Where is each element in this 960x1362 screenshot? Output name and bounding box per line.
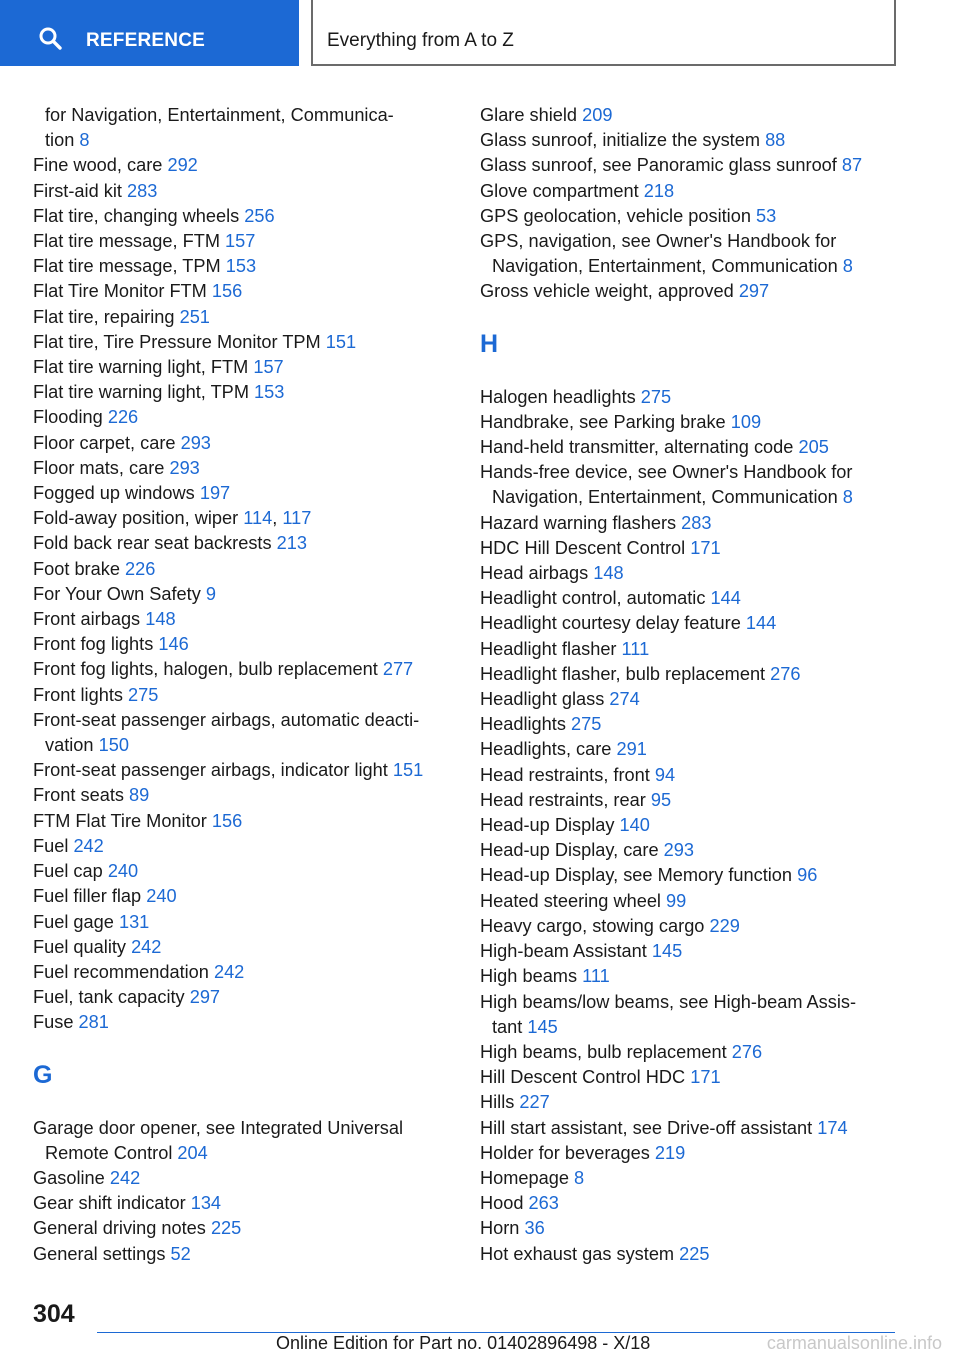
page-link[interactable]: 131	[118, 911, 150, 932]
index-entry-text: Front airbags	[33, 609, 146, 630]
index-entry-text: Halogen headlights	[480, 386, 641, 407]
page-link[interactable]: 240	[107, 861, 139, 882]
page-link[interactable]: 242	[213, 961, 245, 982]
index-entry	[480, 435, 900, 460]
index-entry-text: Fuel gage	[33, 911, 119, 932]
index-entry	[480, 637, 900, 662]
index-entry-text: tant	[492, 1016, 528, 1037]
index-entry-text: Head-up Display, see Memory function	[480, 865, 798, 886]
page-link[interactable]: 8	[842, 256, 853, 277]
index-entry-text: Headlights	[480, 714, 571, 735]
index-entry	[33, 910, 453, 935]
index-entry	[33, 1116, 453, 1141]
page-link[interactable]: 226	[107, 407, 139, 428]
index-entry	[33, 355, 453, 380]
index-entry-text: Hand-held transmitter, alternating code	[480, 437, 799, 458]
index-entry	[33, 279, 453, 304]
index-entry-text: First-aid kit	[33, 180, 127, 201]
index-entry	[480, 385, 900, 410]
index-entry	[33, 859, 453, 884]
index-entry	[33, 607, 453, 632]
index-entry-text: Fuel recommendation	[33, 961, 214, 982]
index-entry	[33, 179, 453, 204]
watermark: carmanualsonline.info	[766, 1333, 942, 1353]
index-entry	[480, 964, 900, 989]
index-entry	[33, 254, 453, 279]
index-entry-text: Hill start assistant, see Drive-off assistant	[480, 1117, 818, 1138]
page-link[interactable]: 146	[158, 634, 189, 655]
page-link[interactable]: 242	[109, 1167, 141, 1188]
index-entry-text: Flat tire, changing wheels	[33, 205, 245, 226]
page-link[interactable]: 156	[211, 281, 243, 302]
chapter-title: Everything from A to Z	[327, 30, 514, 51]
index-entry	[33, 431, 453, 456]
index-entry-text: vation	[45, 735, 99, 756]
index-entry	[480, 1040, 900, 1065]
index-entry	[33, 103, 453, 128]
edition-text: Online Edition for Part no. 01402896498 - X/18	[276, 1333, 651, 1353]
index-entry-text: Flat tire, Tire Pressure Monitor TPM	[33, 331, 326, 352]
page-link[interactable]: 251	[179, 306, 210, 327]
index-letter-heading: G	[33, 1060, 53, 1089]
index-entry	[480, 1242, 900, 1267]
index-entry	[480, 763, 900, 788]
index-entry-text: Fuel quality	[33, 936, 132, 957]
index-entry-text: Garage door opener, see Integrated Universal	[33, 1117, 404, 1138]
index-entry	[480, 460, 900, 485]
index-entry-text: High beams	[480, 966, 583, 987]
index-entry	[33, 229, 453, 254]
page-link[interactable]: 151	[392, 760, 424, 781]
page-link[interactable]: 275	[128, 684, 159, 705]
index-entry-text: Fuel	[33, 835, 74, 856]
index-entry	[480, 1166, 900, 1191]
page-link[interactable]: 293	[180, 432, 211, 453]
index-entry	[480, 485, 900, 510]
index-entry	[480, 1090, 900, 1115]
page-link[interactable]: 227	[519, 1092, 550, 1113]
index-column-left	[33, 103, 453, 1267]
page-link[interactable]: 148	[593, 563, 624, 584]
index-entry-text: Gasoline	[33, 1167, 110, 1188]
index-entry	[480, 279, 900, 304]
index-entry	[33, 657, 453, 682]
index-entry	[33, 153, 453, 178]
index-entry	[33, 1141, 453, 1166]
page-link[interactable]: 99	[666, 890, 687, 911]
index-entry-text: Gear shift indicator	[33, 1193, 191, 1214]
index-entry-text: Front fog lights, halogen, bulb replacement	[33, 659, 383, 680]
page-link[interactable]: 225	[210, 1218, 242, 1239]
index-entry-text: Head-up Display	[480, 815, 620, 836]
index-entry-text: FTM Flat Tire Monitor	[33, 810, 212, 831]
index-entry-text: Headlight courtesy delay feature	[480, 613, 746, 634]
index-entry-text: Flat tire message, TPM	[33, 256, 226, 277]
page-link[interactable]: 274	[609, 689, 640, 710]
page-link[interactable]: 256	[244, 205, 275, 226]
page-header	[0, 0, 960, 66]
page-link[interactable]: 144	[745, 613, 777, 634]
index-entry	[480, 863, 900, 888]
index-entry	[33, 985, 453, 1010]
index-entry-text: Heated steering wheel	[480, 890, 667, 911]
index-entry-text: Foot brake	[33, 558, 125, 579]
index-entry	[33, 481, 453, 506]
index-entry	[480, 788, 900, 813]
index-entry	[480, 838, 900, 863]
page-link[interactable]: 276	[770, 663, 801, 684]
page-link[interactable]: 283	[126, 180, 158, 201]
index-entry	[33, 557, 453, 582]
index-entry	[480, 687, 900, 712]
index-entry-text: Handbrake, see Parking brake	[480, 411, 731, 432]
index-entry-text: Flat tire warning light, TPM	[33, 382, 255, 403]
index-entry-text: Glass sunroof, initialize the system	[480, 130, 766, 151]
index-entry	[480, 229, 900, 254]
search-icon	[38, 26, 62, 50]
index-entry-text: Glove compartment	[480, 180, 644, 201]
index-entry-text: for Navigation, Entertainment, Communica-	[45, 105, 394, 125]
index-entry-text: Glare shield	[480, 105, 583, 125]
page-link[interactable]: 95	[650, 789, 672, 810]
index-entry	[480, 204, 900, 229]
page-link[interactable]: 226	[125, 558, 156, 579]
page-link[interactable]: 145	[651, 941, 683, 962]
page-link[interactable]: 205	[798, 437, 829, 458]
index-entry	[33, 809, 453, 834]
index-entry	[480, 712, 900, 737]
index-letter-heading: H	[480, 329, 499, 358]
index-entry-text: Floor carpet, care	[33, 432, 181, 453]
page-link[interactable]: 225	[679, 1243, 710, 1264]
page-link[interactable]: 219	[654, 1142, 686, 1163]
page-link[interactable]: 8	[79, 130, 90, 151]
index-entry-text: Flat tire warning light, FTM	[33, 357, 254, 378]
index-entry	[480, 889, 900, 914]
index-entry-text: High beams, bulb replacement	[480, 1041, 732, 1062]
index-entry	[33, 128, 453, 153]
index-entry: Fold-away position, wiper 114, 117	[33, 508, 312, 529]
index-entry-text: Flooding	[33, 407, 108, 428]
page-link[interactable]: 153	[254, 382, 285, 403]
index-entry-text: Hood	[480, 1193, 529, 1214]
page-link[interactable]: 111	[582, 966, 610, 987]
index-entry	[33, 733, 453, 758]
index-entry	[33, 405, 453, 430]
index-entry-text: GPS, navigation, see Owner's Handbook for	[480, 231, 837, 252]
page-link[interactable]: 114	[243, 508, 273, 529]
index-entry	[480, 1065, 900, 1090]
index-entry-text: GPS geolocation, vehicle position	[480, 205, 757, 226]
page-link[interactable]: 197	[199, 483, 231, 504]
index-entry	[480, 511, 900, 536]
index-entry	[33, 1166, 453, 1191]
index-entry-text: For Your Own Safety	[33, 583, 206, 604]
index-entry	[33, 1010, 453, 1035]
index-entry	[33, 582, 453, 607]
index-entry	[480, 990, 900, 1015]
index-entry-text: Headlights, care	[480, 739, 617, 760]
index-entry-text: High beams/low beams, see High-beam Assis-	[480, 991, 857, 1012]
index-entry-text: Hands-free device, see Owner's Handbook for	[480, 462, 853, 483]
index-entry	[480, 1116, 900, 1141]
index-entry-text: Front seats	[33, 785, 130, 806]
index-entry	[480, 914, 900, 939]
index-entry-text: HDC Hill Descent Control	[480, 537, 691, 558]
index-entry-text: Head airbags	[480, 563, 594, 584]
index-entry-text: Fuel, tank capacity	[33, 987, 190, 1008]
index-entry-text: Navigation, Entertainment, Communication	[492, 487, 843, 508]
page-link[interactable]: 229	[709, 915, 740, 936]
page-link[interactable]: 283	[681, 512, 712, 533]
index-entry-text: Floor mats, care	[33, 457, 170, 478]
page-link[interactable]: 109	[730, 411, 762, 432]
index-entry-text: Remote Control	[45, 1142, 178, 1163]
page-link[interactable]: 174	[817, 1117, 848, 1138]
page-link[interactable]: 293	[663, 840, 695, 861]
page-link[interactable]: 157	[253, 357, 284, 378]
index-entry-text: High-beam Assistant	[480, 941, 652, 962]
index-entry-text: Glass sunroof, see Panoramic glass sunroof	[480, 155, 842, 176]
index-entry	[480, 586, 900, 611]
page-link[interactable]: 156	[211, 810, 243, 831]
index-entry	[480, 813, 900, 838]
index-entry-text: Head restraints, rear	[480, 789, 651, 810]
page-link[interactable]: 88	[765, 130, 786, 151]
page-link[interactable]: 213	[276, 533, 307, 554]
index-entry-text: Navigation, Entertainment, Communication	[492, 256, 843, 277]
page-link[interactable]: 36	[524, 1218, 545, 1239]
page-link[interactable]: 8	[574, 1167, 585, 1188]
page-link[interactable]: 293	[169, 457, 200, 478]
index-entry	[33, 683, 453, 708]
reference-label: REFERENCE	[86, 30, 205, 51]
index-entry-text: General driving notes	[33, 1218, 211, 1239]
index-entry	[33, 330, 453, 355]
page-link[interactable]: 9	[205, 583, 216, 604]
index-entry	[33, 884, 453, 909]
chapter-tab	[311, 0, 896, 66]
page-link[interactable]: 275	[571, 714, 602, 735]
index-entry	[33, 204, 453, 229]
index-entry-text: Front-seat passenger airbags, automatic deacti-	[33, 709, 420, 730]
index-entry	[33, 758, 453, 783]
index-entry-text: Holder for beverages	[480, 1142, 655, 1163]
page-link[interactable]: 148	[145, 609, 176, 630]
index-entry	[33, 1191, 453, 1216]
index-entry-text: Hill Descent Control HDC	[480, 1067, 691, 1088]
index-entry	[33, 456, 453, 481]
index-entry	[33, 1216, 453, 1241]
index-entry	[33, 531, 453, 556]
page-link[interactable]: 144	[710, 588, 741, 609]
page-link[interactable]: 111	[621, 638, 650, 659]
index-entry-text: Fold back rear seat backrests	[33, 533, 277, 554]
index-entry-text: Front lights	[33, 684, 129, 705]
page-link[interactable]: 140	[619, 815, 650, 836]
index-entry-text: Flat tire, repairing	[33, 306, 180, 327]
page-link[interactable]: 87	[841, 155, 863, 176]
page-link[interactable]: 242	[131, 936, 162, 957]
index-entry-text: Headlight flasher, bulb replacement	[480, 663, 771, 684]
page-link[interactable]: 8	[842, 487, 853, 508]
page-link[interactable]: 145	[527, 1016, 558, 1037]
index-entry-text: Headlight control, automatic	[480, 588, 711, 609]
index-entry-text: Front-seat passenger airbags, indicator light	[33, 760, 393, 781]
page-link[interactable]: 297	[189, 987, 221, 1008]
index-entry-text: Head restraints, front	[480, 764, 655, 785]
page-link[interactable]: 204	[177, 1142, 208, 1163]
index-entry	[480, 128, 900, 153]
index-entry-text: Fuse	[33, 1012, 79, 1033]
page-link[interactable]: 96	[797, 865, 818, 886]
page-link[interactable]: 263	[528, 1193, 559, 1214]
index-entry	[480, 410, 900, 435]
page-link[interactable]: 209	[582, 105, 613, 125]
index-entry-text: Fold-away position, wiper	[33, 508, 244, 529]
page-link[interactable]: 89	[129, 785, 150, 806]
index-entry	[480, 153, 900, 178]
index-entry-text: tion	[45, 130, 80, 151]
index-entry	[480, 1216, 900, 1241]
index-entry-text: Hot exhaust gas system	[480, 1243, 680, 1264]
index-entry	[480, 662, 900, 687]
page-link[interactable]: 52	[170, 1243, 191, 1264]
index-entry	[33, 935, 453, 960]
reference-tab[interactable]	[0, 0, 299, 66]
index-entry	[33, 1242, 453, 1267]
index-entry	[33, 834, 453, 859]
index-entry	[33, 632, 453, 657]
page-link[interactable]: 276	[731, 1041, 763, 1062]
page-link[interactable]: 242	[73, 835, 104, 856]
page-link[interactable]: 151	[325, 331, 357, 352]
index-entry-text: Gross vehicle weight, approved	[480, 281, 739, 302]
index-entry-text: Hazard warning flashers	[480, 512, 682, 533]
index-entry-text: Headlight flasher	[480, 638, 622, 659]
page-link[interactable]: 94	[654, 764, 676, 785]
page-link[interactable]: 291	[616, 739, 647, 760]
index-entry-text: General settings	[33, 1243, 171, 1264]
index-entry-text: Fuel filler flap	[33, 886, 147, 907]
index-entry	[480, 536, 900, 561]
index-entry	[33, 305, 453, 330]
index-entry	[480, 561, 900, 586]
page-link[interactable]: 134	[190, 1193, 222, 1214]
index-entry-text: Hills	[480, 1092, 520, 1113]
index-entry	[33, 380, 453, 405]
index-entry	[480, 1015, 900, 1040]
index-entry-text: Headlight glass	[480, 689, 610, 710]
index-entry-text: Fogged up windows	[33, 483, 200, 504]
index-entry	[480, 179, 900, 204]
index-entry	[33, 708, 453, 733]
index-entry	[33, 960, 453, 985]
index-entry	[33, 783, 453, 808]
index-entry	[480, 254, 900, 279]
index-entry-text: Heavy cargo, stowing cargo	[480, 915, 710, 936]
page-number: 304	[33, 1300, 75, 1328]
page-link[interactable]: 157	[225, 231, 256, 252]
index-entry-text: Head-up Display, care	[480, 840, 664, 861]
page-link[interactable]: 277	[382, 659, 414, 680]
index-entry-text: Horn	[480, 1218, 525, 1239]
page-link[interactable]: 218	[643, 180, 675, 201]
page-link[interactable]: 153	[225, 256, 257, 277]
page-link[interactable]: 297	[738, 281, 770, 302]
index-entry	[480, 1191, 900, 1216]
index-entry-text: Fine wood, care	[33, 155, 168, 176]
index-entry-text: Flat tire message, FTM	[33, 231, 226, 252]
index-entry-text: Flat Tire Monitor FTM	[33, 281, 212, 302]
page-link[interactable]: 171	[690, 1067, 721, 1088]
index-entry-text: Homepage	[480, 1167, 575, 1188]
index-entry-text: Front fog lights	[33, 634, 159, 655]
page-link[interactable]: 53	[756, 205, 777, 226]
index-entry	[480, 737, 900, 762]
page-link[interactable]: 171	[690, 537, 721, 558]
page-link[interactable]: 240	[146, 886, 177, 907]
page-link[interactable]: 117	[282, 508, 312, 529]
page-link[interactable]: 281	[78, 1012, 109, 1033]
index-entry	[480, 1141, 900, 1166]
index-entry	[480, 939, 900, 964]
index-entry-text: Fuel cap	[33, 861, 108, 882]
page-link[interactable]: 150	[98, 735, 129, 756]
index-column-right	[480, 103, 900, 1267]
index-entry	[480, 103, 900, 128]
page-link[interactable]: 292	[167, 155, 198, 176]
page-link[interactable]: 275	[640, 386, 672, 407]
index-entry	[480, 611, 900, 636]
